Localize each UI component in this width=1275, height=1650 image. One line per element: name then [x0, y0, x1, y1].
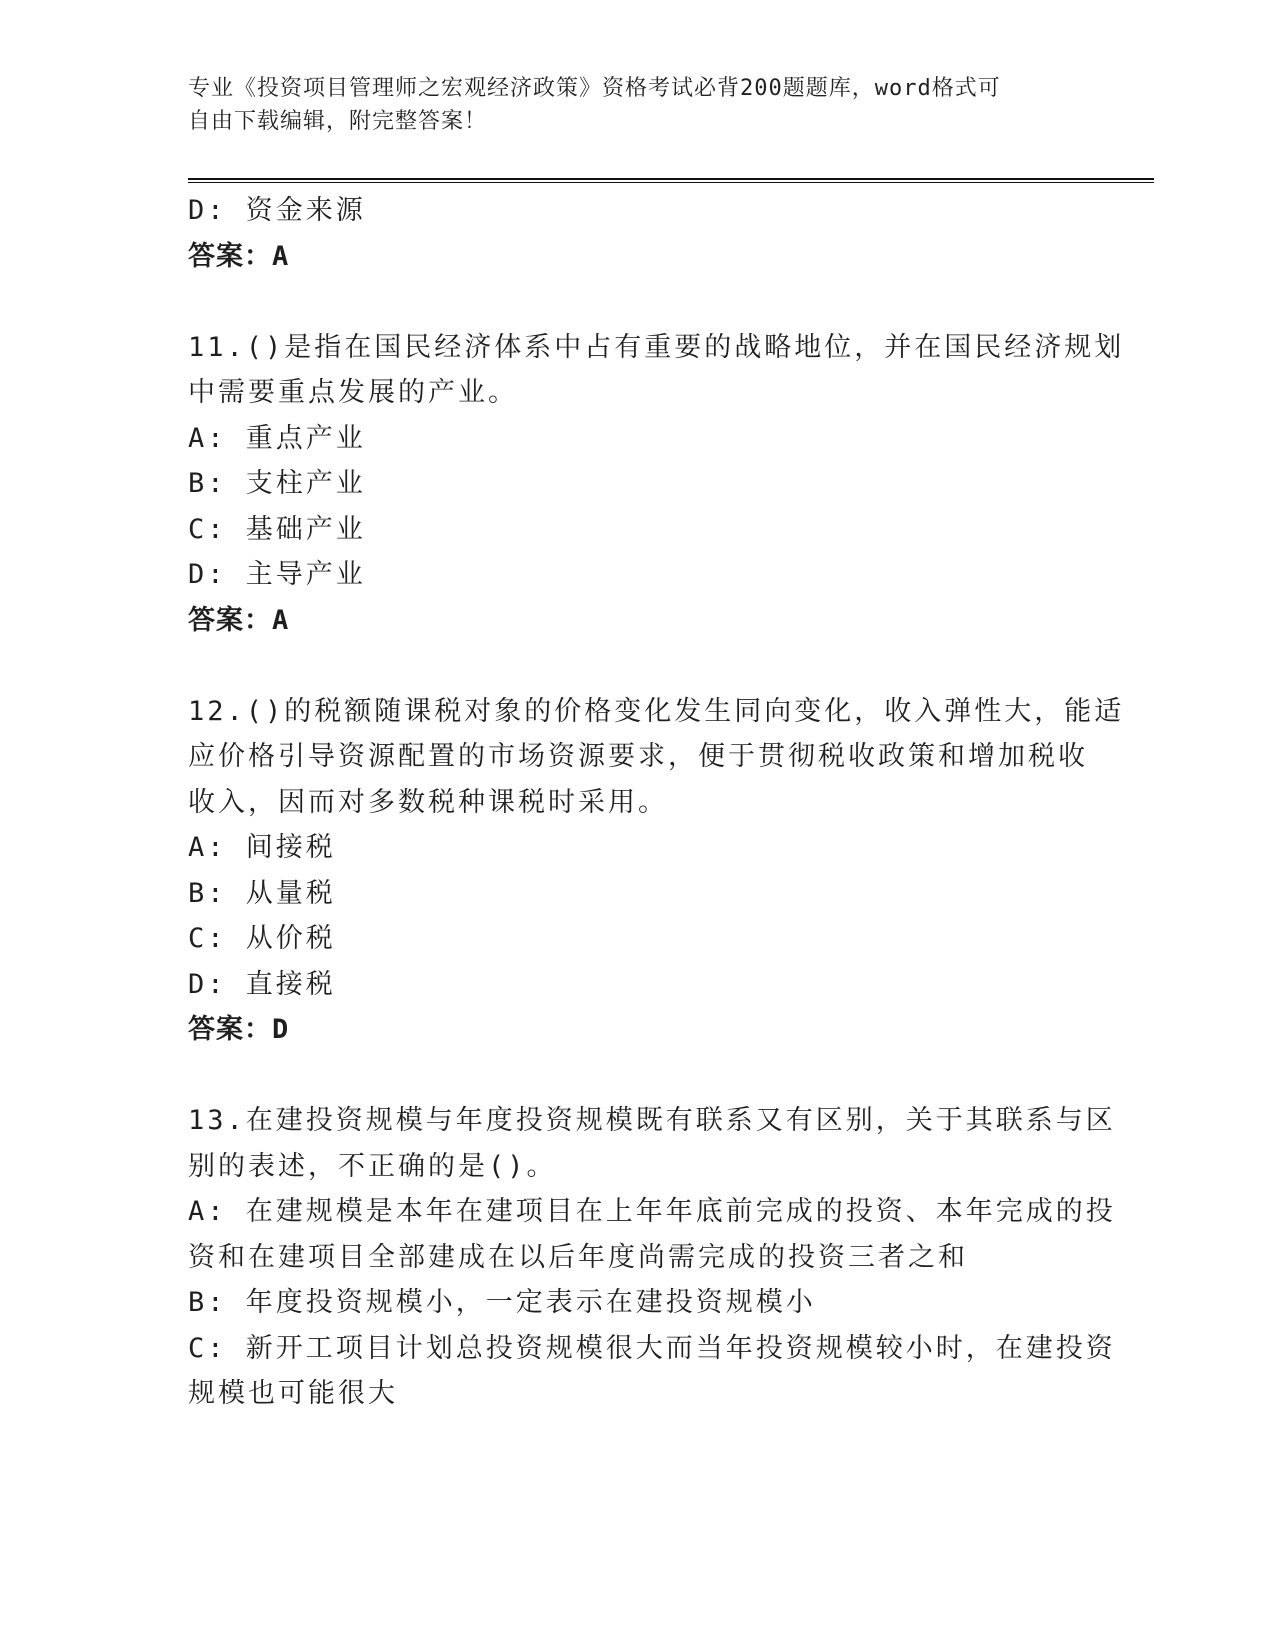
question-stem-line: 11.()是指在国民经济体系中占有重要的战略地位，并在国民经济规划 — [188, 331, 1125, 363]
option-d: D: 直接税 — [188, 968, 336, 1000]
option-d: D: 资金来源 — [188, 195, 366, 226]
question-stem-line: 13.在建投资规模与年度投资规模既有联系又有区别，关于其联系与区 — [188, 1105, 1116, 1136]
option-a-line: 资和在建项目全部建成在以后年度尚需完成的投资三者之和 — [188, 1241, 968, 1273]
option-c: C: 基础产业 — [188, 513, 366, 545]
question-10-tail — [188, 188, 1088, 279]
question-12 — [188, 689, 1125, 1053]
option-a-line: A: 在建规模是本年在建项目在上年年底前完成的投资、本年完成的投 — [188, 1196, 1116, 1227]
header-divider — [188, 178, 1154, 183]
option-d: D: 主导产业 — [188, 559, 366, 590]
spacer — [188, 643, 1088, 689]
answer: 答案：A — [188, 604, 290, 636]
option-b: B: 从量税 — [188, 877, 336, 909]
option-a: A: 间接税 — [188, 832, 336, 863]
question-11 — [188, 325, 1125, 644]
header-line-2: 自由下载编辑，附完整答案！ — [188, 109, 488, 134]
question-13 — [188, 1098, 1116, 1417]
answer: 答案：D — [188, 1014, 290, 1045]
question-stem-line: 收入，因而对多数税种课税时采用。 — [188, 786, 668, 818]
option-b: B: 年度投资规模小，一定表示在建投资规模小 — [188, 1287, 816, 1318]
document-header — [188, 72, 1068, 138]
question-stem-line: 12.()的税额随课税对象的价格变化发生同向变化，收入弹性大，能适 — [188, 695, 1125, 727]
header-line-1: 专业《投资项目管理师之宏观经济政策》资格考试必背200题题库，word格式可 — [188, 76, 1001, 101]
spacer — [188, 1053, 1088, 1099]
question-stem-line: 中需要重点发展的产业。 — [188, 377, 518, 408]
question-stem-line: 应价格引导资源配置的市场资源要求，便于贯彻税收政策和增加税收 — [188, 741, 1088, 772]
answer: 答案：A — [188, 240, 290, 272]
option-c-line: 规模也可能很大 — [188, 1378, 398, 1409]
option-a: A: 重点产业 — [188, 422, 366, 454]
option-b: B: 支柱产业 — [188, 468, 366, 499]
question-stem-line: 别的表述，不正确的是()。 — [188, 1150, 557, 1182]
option-c-line: C: 新开工项目计划总投资规模很大而当年投资规模较小时，在建投资 — [188, 1332, 1116, 1364]
spacer — [188, 279, 1088, 325]
option-c: C: 从价税 — [188, 923, 336, 954]
document-body — [188, 188, 1125, 1417]
